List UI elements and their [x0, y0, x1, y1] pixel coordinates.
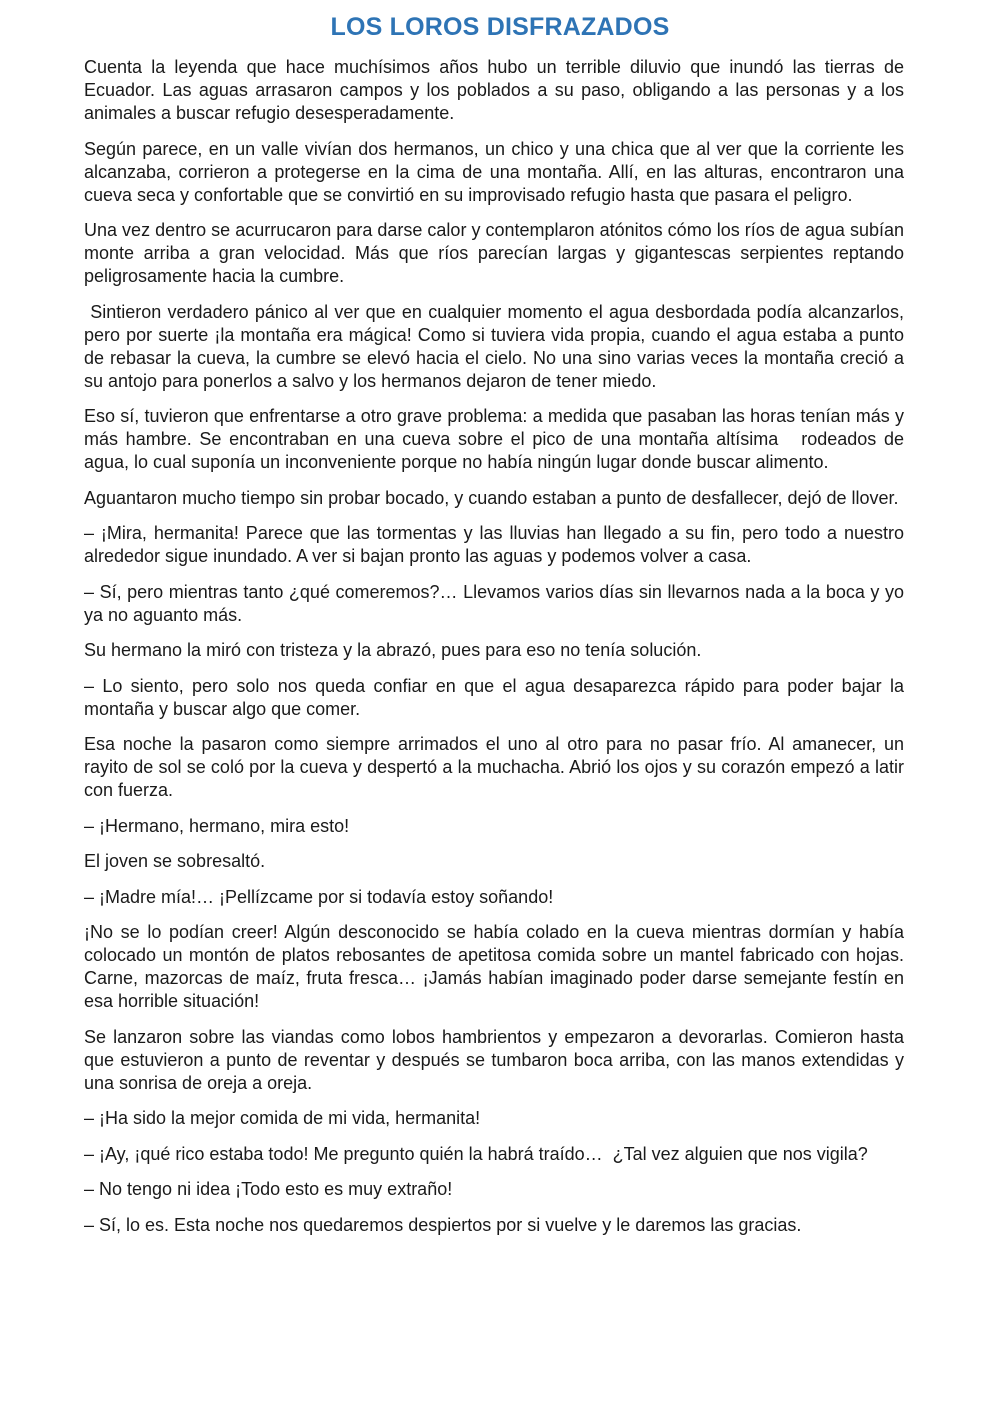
paragraph: Según parece, en un valle vivían dos hermanos, un chico y una chica que al ver que la corriente les alcanzaba, corrieron a protegerse en la cima de una montaña. Allí, en las alturas, encontraron una cueva seca y confortable que se convirtió en su improvisado refugio hasta que pasara el peligro.: [84, 138, 904, 205]
paragraph: Una vez dentro se acurrucaron para darse calor y contemplaron atónitos cómo los ríos de agua subían monte arriba a gran velocidad. Más que ríos parecían largas y gigantescas serpientes reptando peligrosamente hacia la cumbre.: [84, 220, 904, 286]
dialogue-line: – ¡Mira, hermanita! Parece que las tormentas y las lluvias han llegado a su fin, pero todo a nuestro alrededor sigue inundado. A ver si bajan pronto las aguas y podemos volver a casa.: [84, 523, 904, 566]
dialogue-line: – No tengo ni idea ¡Todo esto es muy extraño!: [84, 1179, 453, 1199]
paragraph: El joven se sobresaltó.: [84, 851, 266, 871]
paragraph: Su hermano la miró con tristeza y la abrazó, pues para eso no tenía solución.: [84, 640, 702, 660]
paragraph: Sintieron verdadero pánico al ver que en cualquier momento el agua desbordada podía alcanzarlos, pero por suerte ¡la montaña era mágica! Como si tuviera vida propia, cuando el agua estaba a punto de rebasar la cueva, la cumbre se elevó hacia el cielo. No una sino varias veces la montaña creció a su antojo para ponerlos a salvo y los hermanos dejaron de tener miedo.: [84, 301, 910, 391]
paragraph: Se lanzaron sobre las viandas como lobos hambrientos y empezaron a devorarlas. Comieron hasta que estuvieron a punto de reventar y después se tumbaron boca arriba, con las manos extendidas y una sonrisa de oreja a oreja.: [84, 1026, 904, 1093]
dialogue-line: – ¡Ay, ¡qué rico estaba todo! Me pregunto quién la habrá traído… ¿Tal vez alguien que nos vigila?: [84, 1143, 868, 1164]
dialogue-line: – ¡Madre mía!… ¡Pellízcame por si todavía estoy soñando!: [84, 886, 554, 907]
paragraph: Cuenta la leyenda que hace muchísimos años hubo un terrible diluvio que inundó las tierras de Ecuador. Las aguas arrasaron campos y los poblados a su paso, obligando a las personas y a los animales a buscar refugio desesperadamente.: [84, 57, 904, 123]
paragraph: ¡No se lo podían creer! Algún desconocido se había colado en la cueva mientras dormían y había colocado un montón de platos rebosantes de apetitosa comida sobre un mantel fabricado con hojas. Carne, mazorcas de maíz, fruta fresca… ¡Jamás habían imaginado poder darse semejante festín en esa horrible situación!: [84, 922, 904, 1011]
story-body: [84, 56, 910, 1249]
page-title: LOS LOROS DISFRAZADOS: [330, 13, 670, 41]
dialogue-line: – ¡Ha sido la mejor comida de mi vida, hermanita!: [84, 1108, 481, 1128]
paragraph: Aguantaron mucho tiempo sin probar bocado, y cuando estaban a punto de desfallecer, dejó de llover.: [84, 487, 899, 508]
paragraph: Esa noche la pasaron como siempre arrimados el uno al otro para no pasar frío. Al amanecer, un rayito de sol se coló por la cueva y despertó a la muchacha. Abrió los ojos y su corazón empezó a latir con fuerza.: [84, 734, 904, 800]
dialogue-line: – Sí, pero mientras tanto ¿qué comeremos?… Llevamos varios días sin llevarnos nada a la boca y yo ya no aguanto más.: [84, 581, 904, 625]
paragraph: Eso sí, tuvieron que enfrentarse a otro grave problema: a medida que pasaban las horas tenían más y más hambre. Se encontraban en una cueva sobre el pico de una montaña altísima rodeados de agua, lo cual suponía un inconveniente porque no había ningún lugar donde buscar alimento.: [84, 406, 910, 472]
dialogue-line: – Lo siento, pero solo nos queda confiar en que el agua desaparezca rápido para poder bajar la montaña y buscar algo que comer.: [84, 675, 904, 719]
dialogue-line: – ¡Hermano, hermano, mira esto!: [84, 815, 350, 836]
dialogue-line: – Sí, lo es. Esta noche nos quedaremos despiertos por si vuelve y le daremos las gracias.: [84, 1214, 802, 1235]
